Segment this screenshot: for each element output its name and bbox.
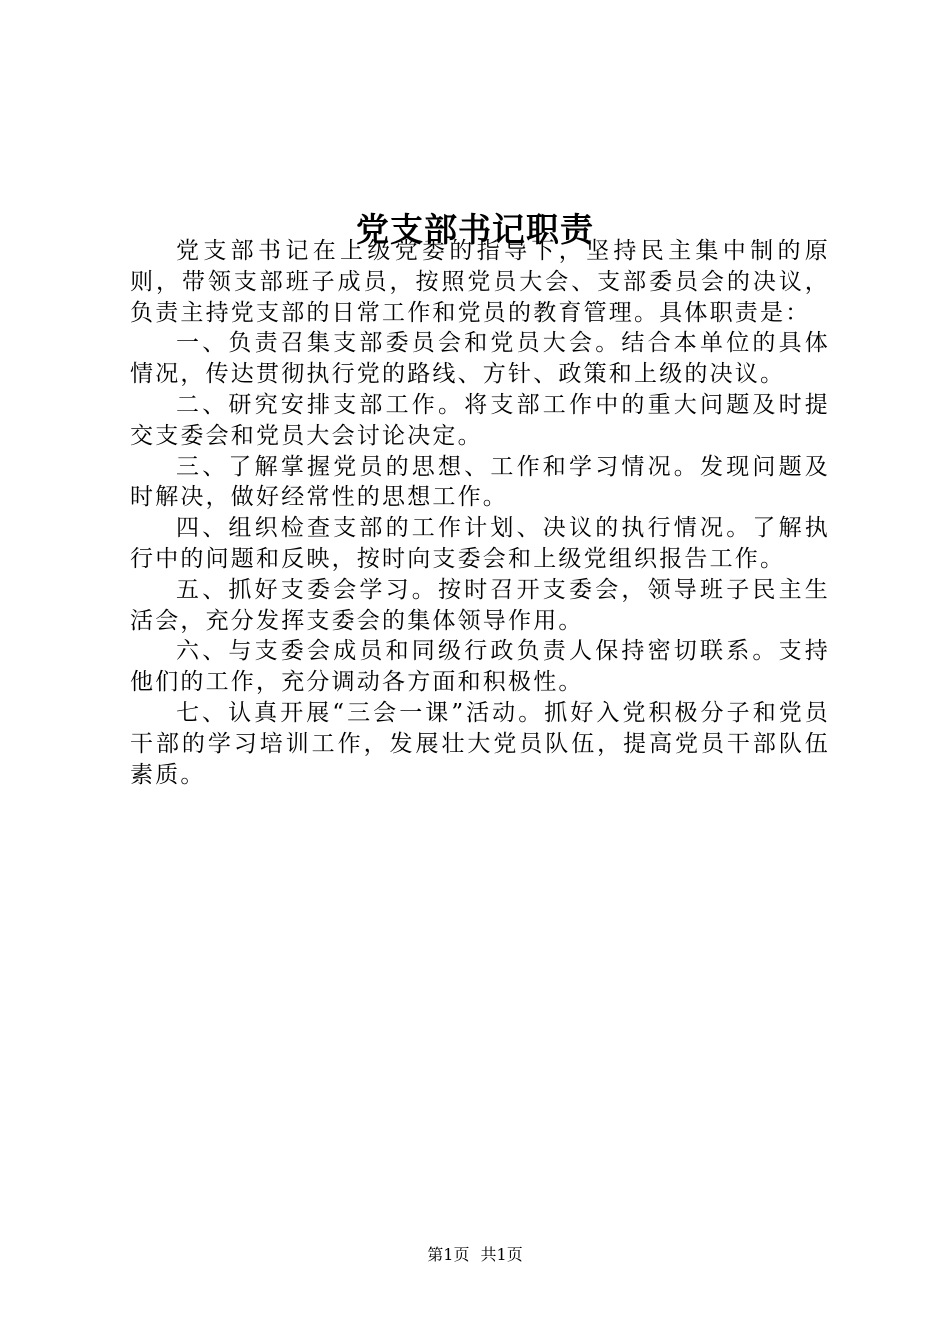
paragraph-intro: 党支部书记在上级党委的指导下，坚持民主集中制的原则，带领支部班子成员，按照党员大会、支部委员会的决议，负责主持党支部的日常工作和党员的教育管理。具体职责是： [130, 238, 830, 326]
page-footer [0, 1245, 950, 1265]
page-number: 第1页 [427, 1245, 470, 1264]
paragraph-duty-5: 五、抓好支委会学习。按时召开支委会，领导班子民主生活会，充分发挥支委会的集体领导作用。 [130, 576, 830, 634]
paragraph-duty-7: 七、认真开展“三会一课”活动。抓好入党积极分子和党员干部的学习培训工作，发展壮大党员队伍，提高党员干部队伍素质。 [130, 699, 830, 788]
paragraph-duty-1: 一、负责召集支部委员会和党员大会。结合本单位的具体情况，传达贯彻执行党的路线、方针、政策和上级的决议。 [130, 330, 830, 388]
paragraph-duty-2: 二、研究安排支部工作。将支部工作中的重大问题及时提交支委会和党员大会讨论决定。 [130, 391, 830, 449]
paragraph-duty-6: 六、与支委会成员和同级行政负责人保持密切联系。支持他们的工作，充分调动各方面和积极性。 [130, 638, 830, 696]
page-total: 共1页 [480, 1245, 523, 1264]
document-body [130, 236, 830, 790]
paragraph-duty-4: 四、组织检查支部的工作计划、决议的执行情况。了解执行中的问题和反映，按时向支委会和上级党组织报告工作。 [130, 515, 830, 572]
document-title: 党支部书记职责 [356, 210, 594, 250]
paragraph-duty-3: 三、了解掌握党员的思想、工作和学习情况。发现问题及时解决，做好经常性的思想工作。 [130, 453, 830, 511]
